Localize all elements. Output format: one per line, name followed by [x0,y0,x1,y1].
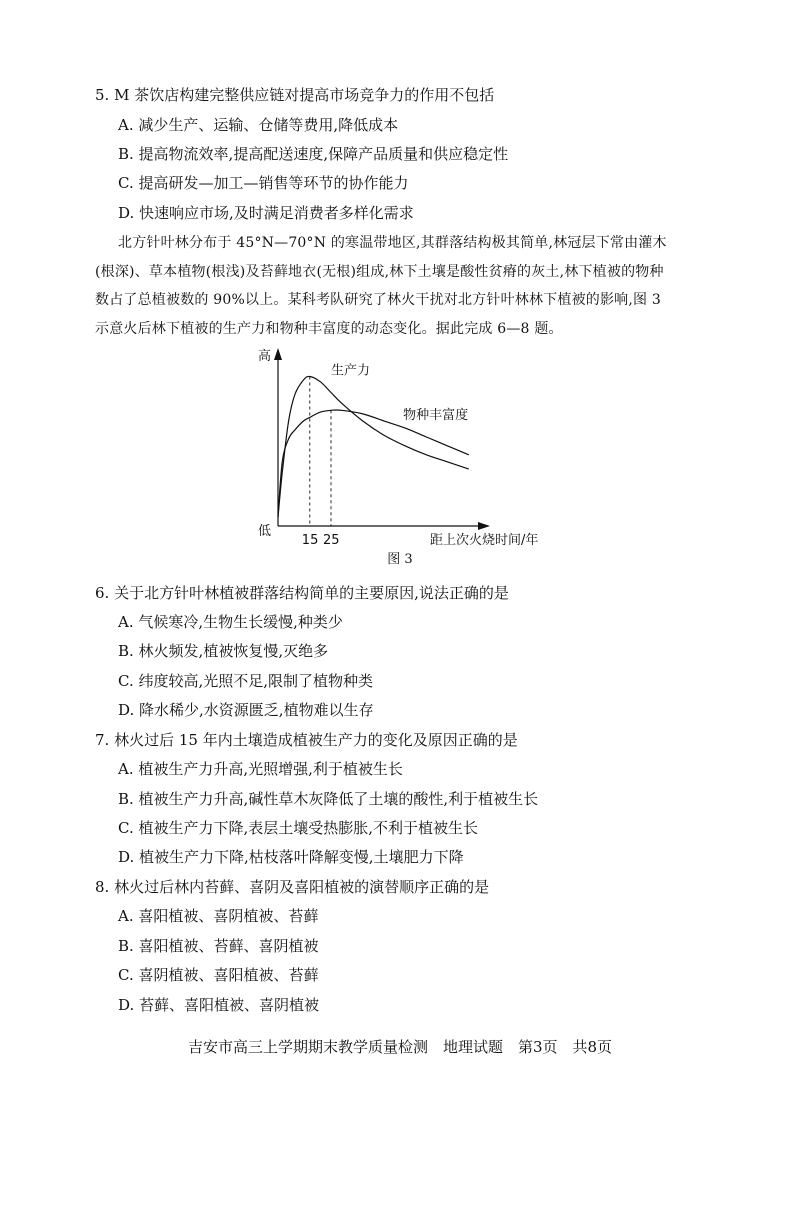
figure-3-chart [250,338,560,570]
figure-caption: 图 3 [387,552,413,567]
passage-line-4: 示意火后林下植被的生产力和物种丰富度的动态变化。据此完成 6—8 题。 [95,321,563,337]
x-axis-arrow [478,522,490,530]
x-axis-title: 距上次火烧时间/年 [430,533,539,548]
series-line-productivity [278,376,469,517]
question-7-option-c: C. 植被生产力下降,表层土壤受热膨胀,不利于植被生长 [118,819,479,837]
question-8-option-d: D. 苔藓、喜阳植被、喜阴植被 [118,996,320,1014]
x-tick-25: 25 [323,533,340,548]
series-label-species-richness: 物种丰富度 [403,407,469,423]
question-8-option-a: A. 喜阳植被、喜阴植被、苔藓 [118,907,319,925]
question-5-option-d: D. 快速响应市场,及时满足消费者多样化需求 [118,204,414,222]
question-8-option-b: B. 喜阳植被、苔藓、喜阴植被 [118,937,319,955]
passage-line-1: 北方针叶林分布于 45°N—70°N 的寒温带地区,其群落结构极其简单,林冠层下常由灌木 [118,235,667,251]
question-5-option-a: A. 减少生产、运输、仓储等费用,降低成本 [118,116,399,134]
question-7-option-a: A. 植被生产力升高,光照增强,利于植被生长 [118,760,403,778]
question-8-option-c: C. 喜阴植被、喜阳植被、苔藓 [118,966,319,984]
question-5-stem: 5. M 茶饮店构建完整供应链对提高市场竞争力的作用不包括 [95,86,495,104]
series-label-productivity: 生产力 [331,363,371,379]
question-6-stem: 6. 关于北方针叶林植被群落结构简单的主要原因,说法正确的是 [95,584,509,602]
y-axis-high-label: 高 [258,349,272,364]
passage-line-2: (根深)、草本植物(根浅)及苔藓地衣(无根)组成,林下土壤是酸性贫瘠的灰土,林下植被的物种 [95,264,664,280]
question-7-option-d: D. 植被生产力下降,枯枝落叶降解变慢,土壤肥力下降 [118,848,464,866]
y-axis-arrow [274,348,282,360]
question-5-option-b: B. 提高物流效率,提高配送速度,保障产品质量和供应稳定性 [118,145,509,163]
question-6-option-b: B. 林火频发,植被恢复慢,灭绝多 [118,642,329,660]
y-axis-low-label: 低 [258,524,272,539]
series-line-species-richness [278,410,469,517]
passage-line-3: 数占了总植被数的 90%以上。某科考队研究了林火干扰对北方针叶林林下植被的影响,图 3 [95,292,661,308]
question-8-stem: 8. 林火过后林内苔藓、喜阴及喜阳植被的演替顺序正确的是 [95,878,490,896]
question-5-option-c: C. 提高研发—加工—销售等环节的协作能力 [118,174,409,192]
question-6-option-a: A. 气候寒冷,生物生长缓慢,种类少 [118,613,343,631]
question-6-option-d: D. 降水稀少,水资源匮乏,植物难以生存 [118,701,374,719]
page-footer: 吉安市高三上学期期末教学质量检测 地理试题 第3页 共8页 [187,1038,613,1056]
question-7-stem: 7. 林火过后 15 年内土壤造成植被生产力的变化及原因正确的是 [95,731,518,749]
x-tick-15: 15 [301,533,319,548]
question-7-option-b: B. 植被生产力升高,碱性草木灰降低了土壤的酸性,利于植被生长 [118,790,539,808]
question-6-option-c: C. 纬度较高,光照不足,限制了植物种类 [118,672,374,690]
